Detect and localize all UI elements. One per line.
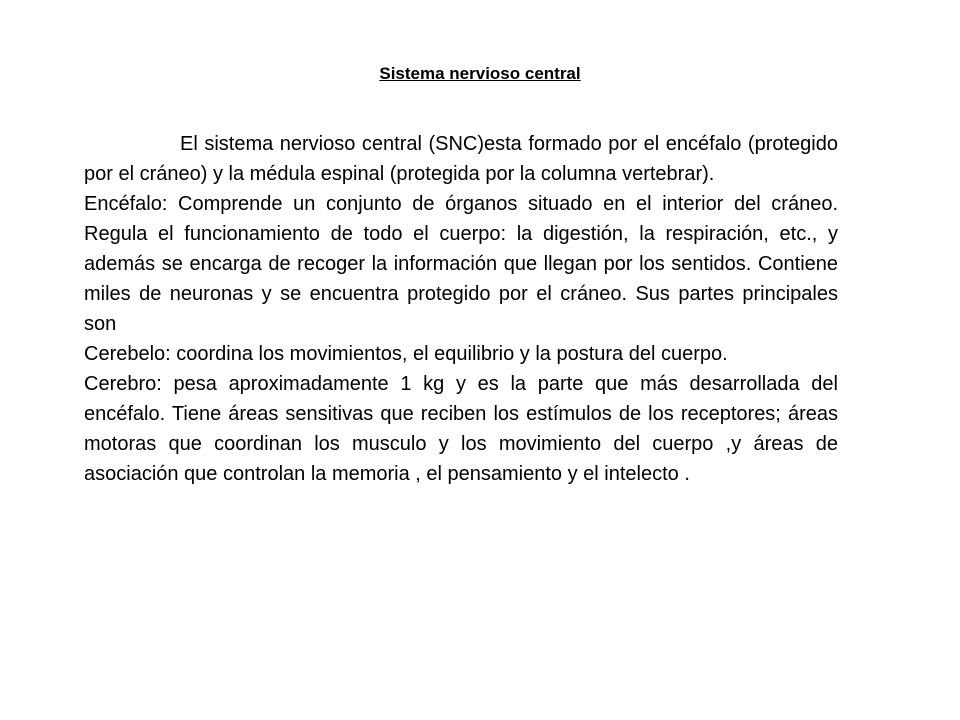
page-title: Sistema nervioso central [379, 64, 581, 83]
body-text [84, 129, 838, 489]
paragraph-cerebelo: Cerebelo: coordina los movimientos, el equilibrio y la postura del cuerpo. [84, 343, 728, 365]
paragraph-encefalo: Encéfalo: Comprende un conjunto de órganos situado en el interior del cráneo. Regula el funcionamiento de todo el cuerpo: la digestión, la respiración, etc., y además se encarga de recoger la información que llegan por los sentidos. Contiene miles de neuronas y se encuentra protegido por el cráneo. Sus partes principales son [84, 193, 838, 335]
paragraph-snc-intro: El sistema nervioso central (SNC)esta formado por el encéfalo (protegido por el cráneo) y la médula espinal (protegida por la columna vertebrar). [84, 133, 838, 185]
paragraph-cerebro: Cerebro: pesa aproximadamente 1 kg y es la parte que más desarrollada del encéfalo. Tiene áreas sensitivas que reciben los estímulos de los receptores; áreas motoras que coordinan los musculo y los movimiento del cuerpo ,y áreas de asociación que controlan la memoria , el pensamiento y el intelecto . [84, 373, 838, 485]
